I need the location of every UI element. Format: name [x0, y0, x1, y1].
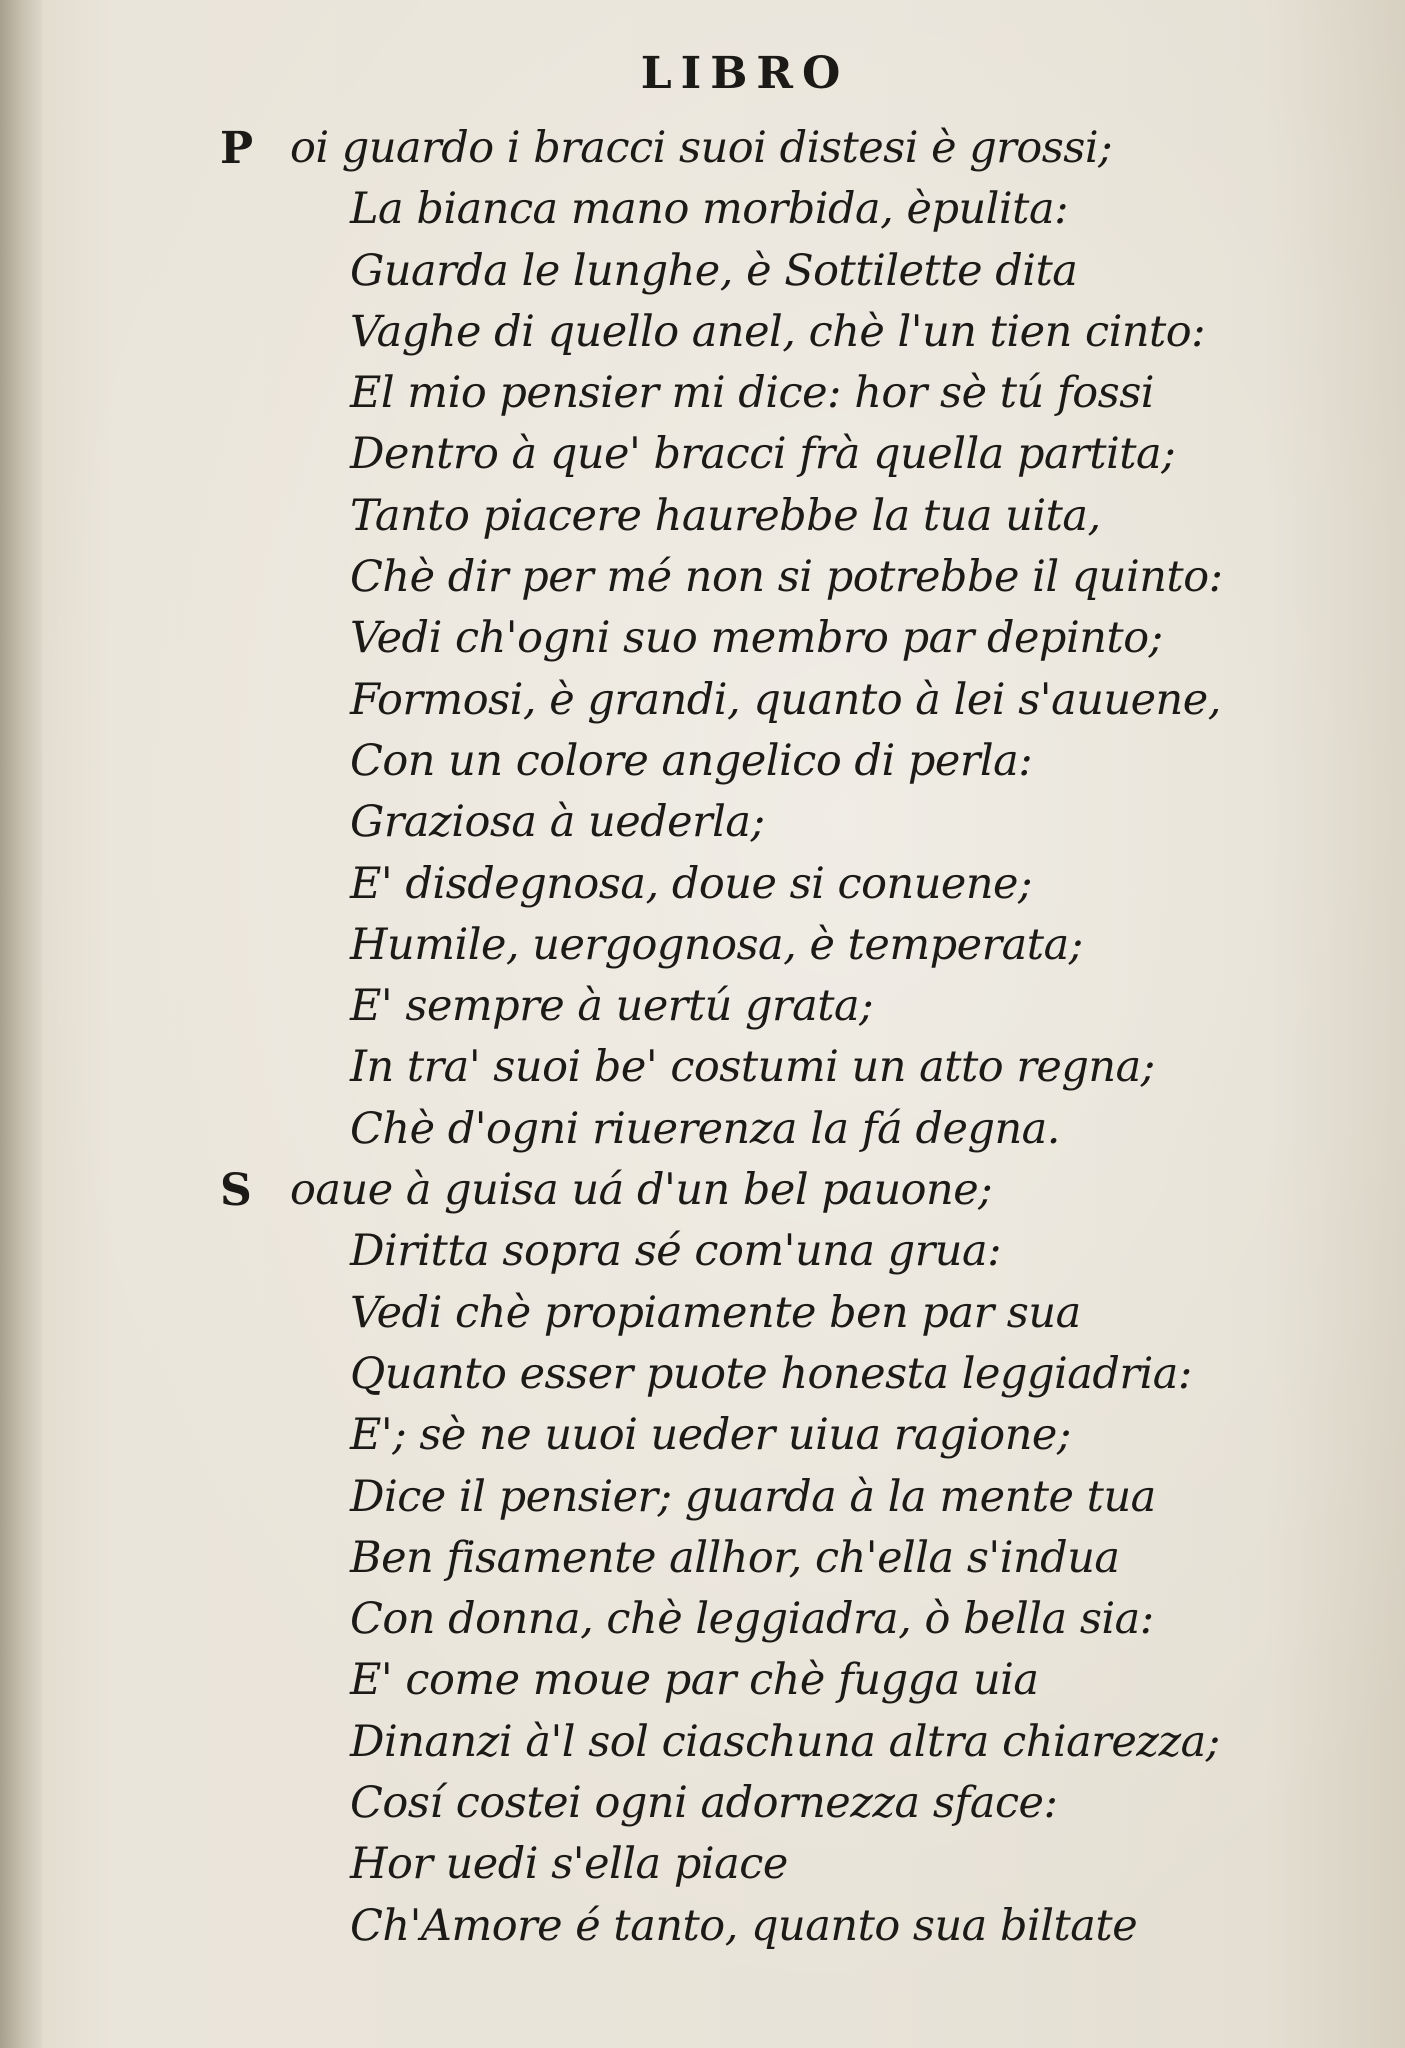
verse-line: [290, 1221, 1250, 1282]
verse-text: El mio pensier mi dice: hor sè tú fossi: [350, 368, 1155, 419]
verse-text: Ben fisamente allhor, ch'ella s'indua: [350, 1532, 1120, 1583]
verse-line: [290, 731, 1250, 792]
verse-text: Chè dir per mé non si potrebbe il quinto:: [350, 552, 1223, 603]
verse-text: Con un colore angelico di perla:: [350, 735, 1033, 786]
verse-line: [290, 854, 1250, 915]
verse-text: Dice il pensier; guarda à la mente tua: [350, 1471, 1156, 1522]
verse-text: Guarda le lunghe, è Sottilette dita: [350, 245, 1078, 296]
verse-line: [290, 1344, 1250, 1405]
verse-line: [290, 915, 1250, 976]
verse-line: [290, 1773, 1250, 1834]
verse-text: Dinanzi à'l sol ciaschuna altra chiarezza;: [350, 1716, 1220, 1767]
verse-line: [290, 424, 1250, 485]
verse-text: oaue à guisa uá d'un bel pauone;: [290, 1165, 993, 1216]
verse-line: [290, 1896, 1250, 1957]
verse-text: Vedi ch'ogni suo membro par depinto;: [350, 613, 1163, 664]
verse-line: [290, 1650, 1250, 1711]
verse-line: [290, 486, 1250, 547]
verse-line: [290, 547, 1250, 608]
verse-text: Graziosa à uederla;: [350, 797, 765, 848]
verse-line: [290, 302, 1250, 363]
verse-line: [220, 1160, 1250, 1221]
verse-text: E' sempre à uertú grata;: [350, 981, 874, 1032]
running-head: LIBRO: [640, 48, 850, 99]
verse-text: Hor uedi s'ella piace: [350, 1839, 788, 1890]
verse-text: E' disdegnosa, doue si conuene;: [350, 858, 1032, 909]
verse-text: E' come moue par chè fugga uia: [350, 1655, 1039, 1706]
verse-line: [290, 1099, 1250, 1160]
poem-text-block: [220, 118, 1250, 1957]
verse-text: oi guardo i bracci suoi distesi è grossi;: [290, 123, 1113, 173]
verse-line: [290, 792, 1250, 853]
verse-line: [290, 1283, 1250, 1344]
verse-text: Dentro à que' bracci frà quella partita;: [350, 429, 1176, 480]
verse-text: E'; sè ne uuoi ueder uiua ragione;: [350, 1410, 1071, 1461]
verse-text: Con donna, chè leggiadra, ò bella sia:: [350, 1594, 1154, 1645]
stanza-initial: P: [220, 123, 253, 174]
verse-text: Cosí costei ogni adornezza sface:: [350, 1778, 1058, 1829]
verse-line: [290, 976, 1250, 1037]
verse-text: Ch'Amore é tanto, quanto sua biltate: [350, 1900, 1138, 1951]
verse-text: Chè d'ogni riuerenza la fá degna.: [350, 1103, 1060, 1154]
verse-line: [290, 1405, 1250, 1466]
verse-text: Vedi chè propiamente ben par sua: [350, 1287, 1081, 1338]
verse-line: [290, 179, 1250, 240]
verse-line: [290, 670, 1250, 731]
verse-line: [290, 1467, 1250, 1528]
stanza-initial: S: [220, 1165, 252, 1217]
page-gutter-shadow: [0, 0, 42, 2048]
verse-text: Quanto esser puote honesta leggiadria:: [350, 1348, 1192, 1399]
verse-line: [290, 1834, 1250, 1895]
verse-text: La bianca mano morbida, èpulita:: [350, 184, 1069, 235]
verse-line: [290, 1037, 1250, 1098]
verse-text: In tra' suoi be' costumi un atto regna;: [350, 1042, 1155, 1093]
verse-line: [220, 118, 1250, 179]
verse-text: Vaghe di quello anel, chè l'un tien cinto:: [350, 306, 1206, 357]
verse-line: [290, 1712, 1250, 1773]
running-head-row: [0, 48, 1405, 99]
verse-line: [290, 608, 1250, 669]
verse-text: Diritta sopra sé com'una grua:: [350, 1226, 1002, 1277]
verse-text: Tanto piacere haurebbe la tua uita,: [350, 490, 1101, 541]
verse-line: [290, 1589, 1250, 1650]
verse-line: [290, 363, 1250, 424]
verse-text: Formosi, è grandi, quanto à lei s'auuene,: [350, 674, 1221, 725]
verse-line: [290, 1528, 1250, 1589]
verse-line: [290, 241, 1250, 302]
verse-text: Humile, uergognosa, è temperata;: [350, 919, 1083, 970]
